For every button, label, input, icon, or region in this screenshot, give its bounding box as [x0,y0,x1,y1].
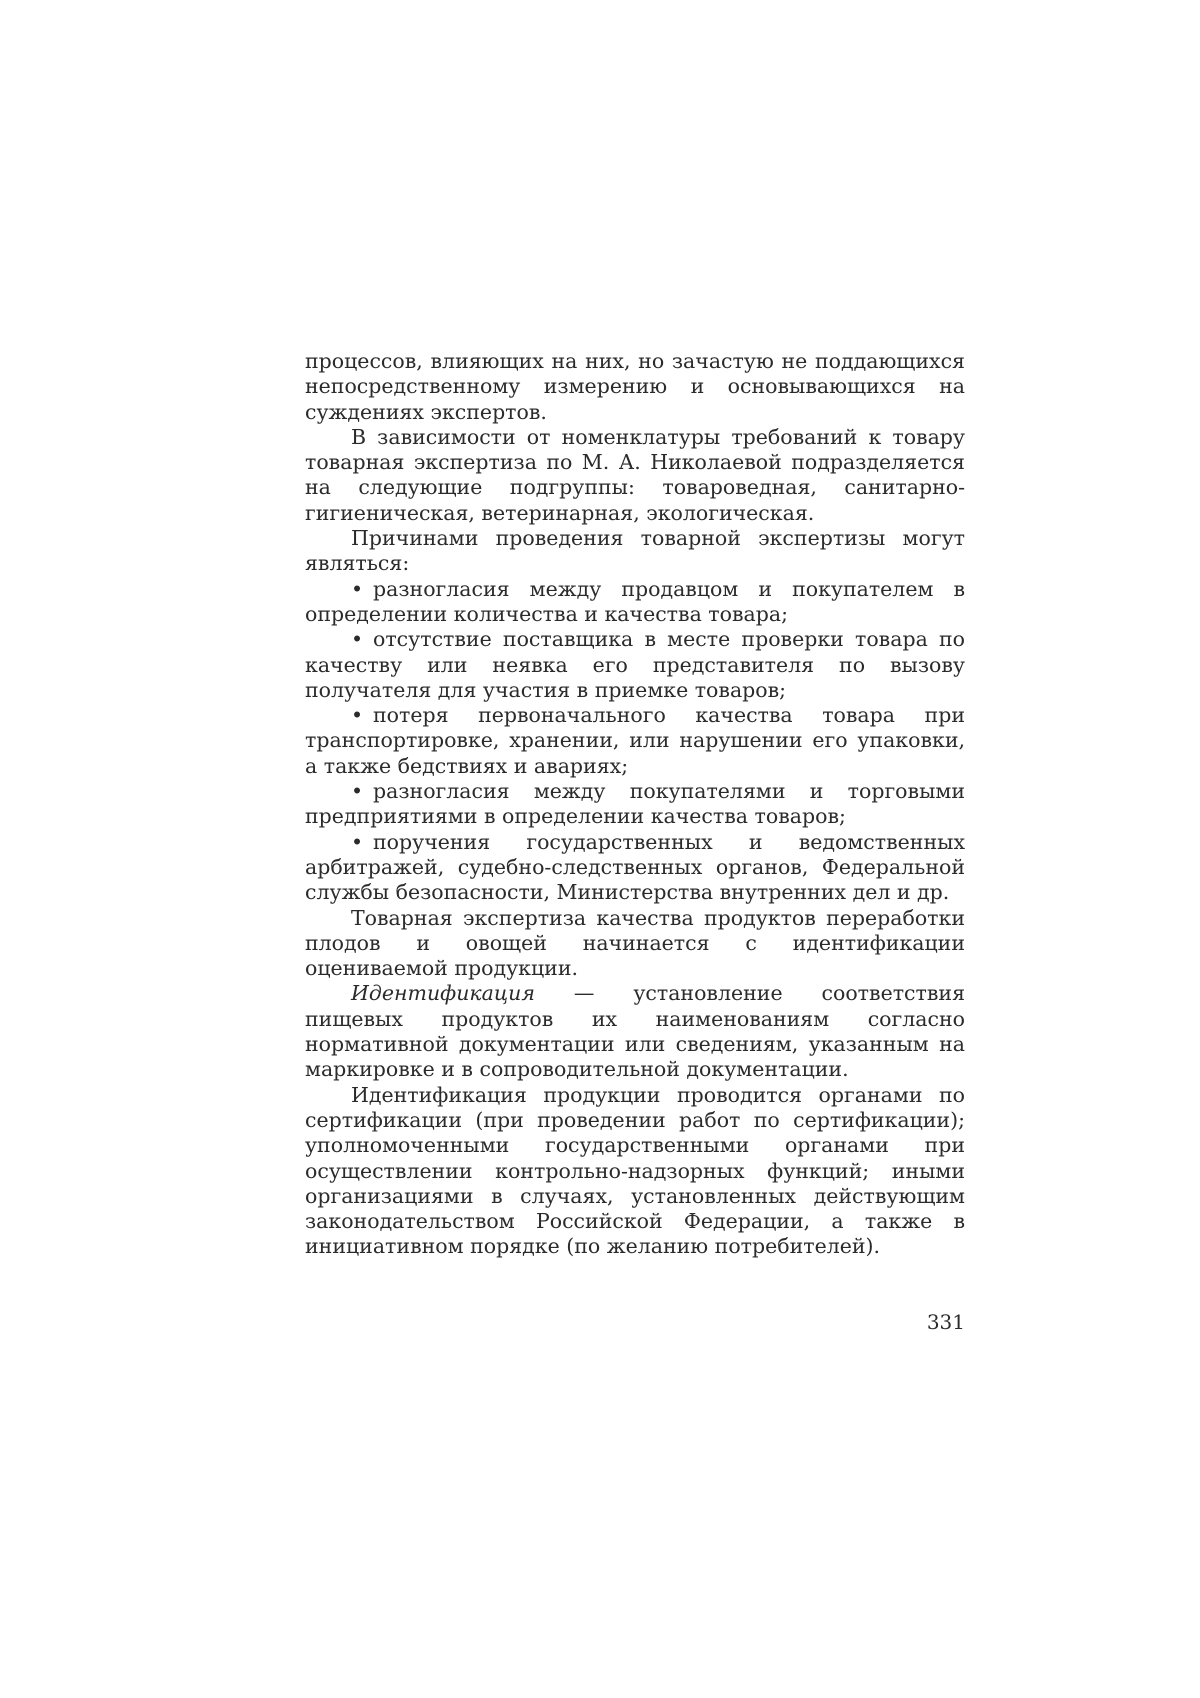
list-item [305,703,965,779]
paragraph-identification-bodies: Идентификация продукции проводится органами по сертификации (при проведении работ по сертификации); уполномоченными государственными органами при осуществлении контрольно-надзорных функций; иными организациями в случаях, установленных действующим законодательством Российской Федерации, а также в инициативном порядке (по желанию потребителей). [305,1083,965,1260]
list-item [305,779,965,830]
list-item-text: разногласия между продавцом и покупателем в определении количества и качества товара; [305,577,965,626]
bullet-icon: • [351,627,373,652]
paragraph-expertise-start: Товарная экспертиза качества продуктов переработки плодов и овощей начинается с идентификации оцениваемой продукции. [305,906,965,982]
list-item-text: разногласия между покупателями и торговыми предприятиями в определении качества товаров; [305,779,965,828]
list-item [305,627,965,703]
definition-term: Идентификация [351,981,535,1005]
list-item-text: поручения государственных и ведомственных арбитражей, судебно-следственных органов, Федеральной службы безопасности, Министерства внутренних дел и др. [305,830,965,905]
definition-text: — установление соответствия пищевых продуктов их наименованиям согласно нормативной документации или сведениям, указанным на маркировке и в сопроводительной документации. [305,981,965,1081]
body-text [305,349,965,1260]
paragraph-classification: В зависимости от номенклатуры требований к товару товарная экспертиза по М. А. Николаевой подразделяется на следующие подгруппы: товароведная, санитарно-гигиеническая, ветеринарная, экологическая. [305,425,965,526]
list-item-text: отсутствие поставщика в месте проверки товара по качеству или неявка его представителя по вызову получателя для участия в приемке товаров; [305,627,965,702]
book-page [0,0,1200,1698]
list-item-text: потеря первоначального качества товара при транспортировке, хранении, или нарушении его упаковки, а также бедствиях и авариях; [305,703,965,778]
bullet-icon: • [351,830,373,855]
paragraph-continuation: процессов, влияющих на них, но зачастую не поддающихся непосредственному измерению и основывающихся на суждениях экспертов. [305,349,965,425]
list-item [305,830,965,906]
paragraph-definition [305,981,965,1082]
paragraph-reasons-intro: Причинами проведения товарной экспертизы могут являться: [305,526,965,577]
bullet-icon: • [351,703,373,728]
page-number: 331 [925,1310,965,1334]
bullet-icon: • [351,779,373,804]
bullet-icon: • [351,577,373,602]
list-item [305,577,965,628]
